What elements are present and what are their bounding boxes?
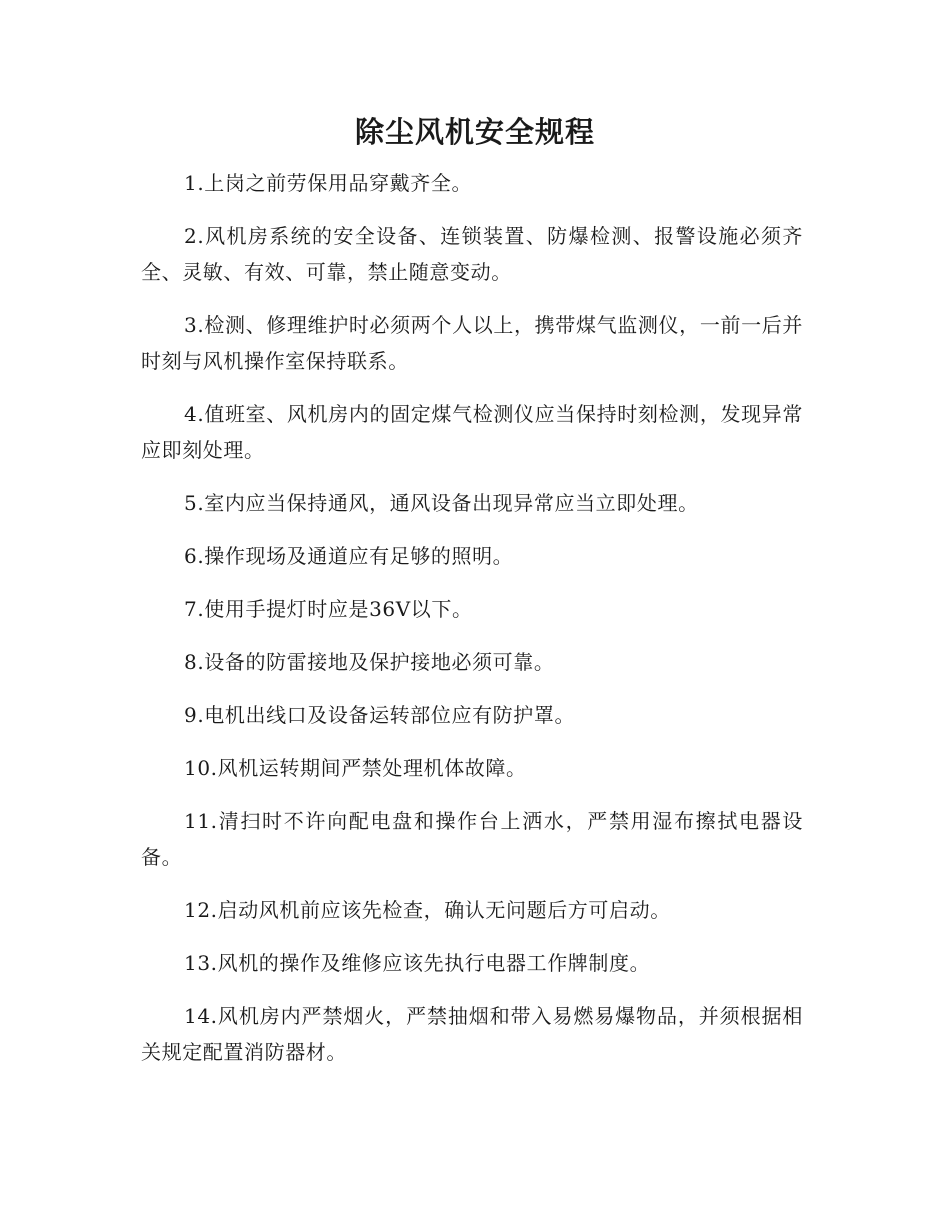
rule-paragraph-7: 7.使用手提灯时应是36V以下。 xyxy=(184,597,473,621)
rule-paragraph-14: 14.风机房内严禁烟火，严禁抽烟和带入易燃易爆物品，并须根据相关规定配置消防器材。 xyxy=(141,1004,803,1064)
rule-paragraph-11: 11.清扫时不许向配电盘和操作台上洒水，严禁用湿布擦拭电器设备。 xyxy=(141,809,803,869)
rule-paragraph-2: 2.风机房系统的安全设备、连锁装置、防爆检测、报警设施必须齐全、灵敏、有效、可靠，禁止随意变动。 xyxy=(141,224,803,284)
rule-paragraph-4: 4.值班室、风机房内的固定煤气检测仪应当保持时刻检测，发现异常应即刻处理。 xyxy=(141,402,803,462)
rule-paragraph-12: 12.启动风机前应该先检查，确认无问题后方可启动。 xyxy=(184,898,671,922)
rule-paragraph-6: 6.操作现场及通道应有足够的照明。 xyxy=(184,544,514,568)
rule-paragraph-1: 1.上岗之前劳保用品穿戴齐全。 xyxy=(184,171,473,195)
rule-paragraph-10: 10.风机运转期间严禁处理机体故障。 xyxy=(184,756,527,780)
rule-paragraph-3: 3.检测、修理维护时必须两个人以上，携带煤气监测仪，一前一后并时刻与风机操作室保持联系。 xyxy=(141,313,803,373)
rule-paragraph-5: 5.室内应当保持通风，通风设备出现异常应当立即处理。 xyxy=(184,491,699,515)
document-title: 除尘风机安全规程 xyxy=(354,115,595,149)
rule-paragraph-13: 13.风机的操作及维修应该先执行电器工作牌制度。 xyxy=(184,951,651,975)
document-body xyxy=(141,165,803,1087)
rule-paragraph-9: 9.电机出线口及设备运转部位应有防护罩。 xyxy=(184,703,576,727)
rule-paragraph-8: 8.设备的防雷接地及保护接地必须可靠。 xyxy=(184,650,555,674)
